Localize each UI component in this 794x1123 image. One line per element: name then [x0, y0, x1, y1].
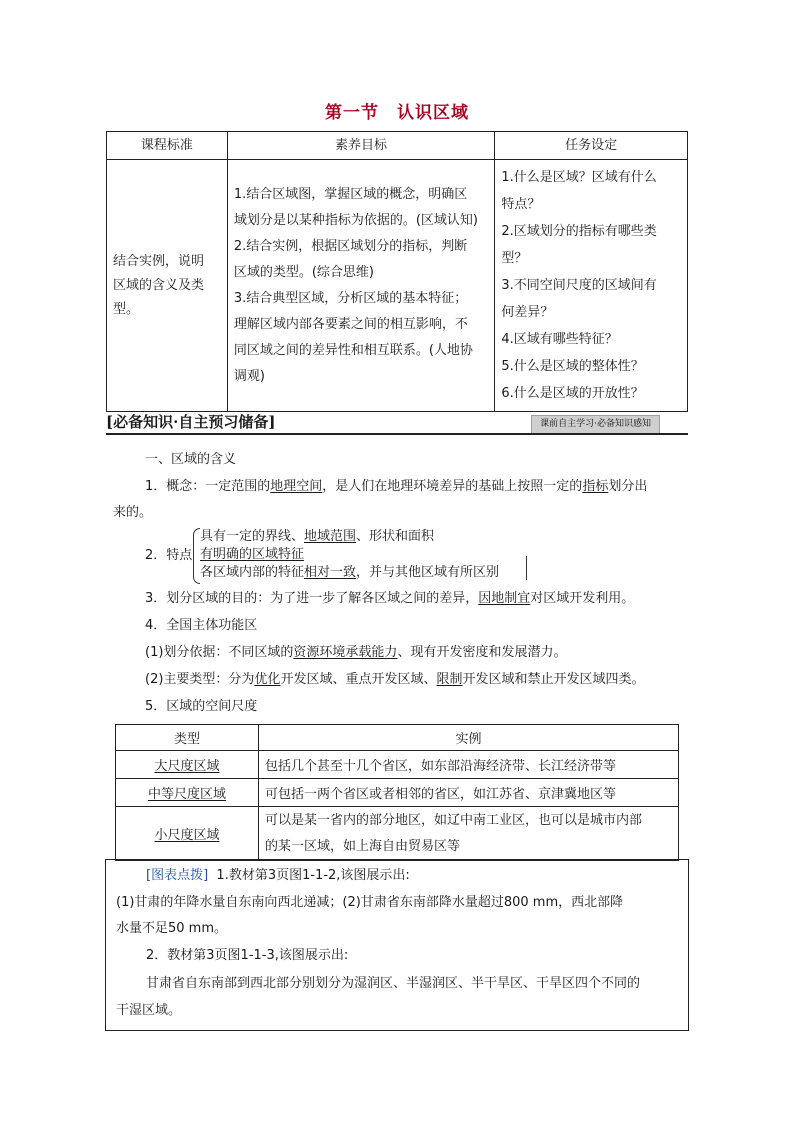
section-banner [106, 411, 688, 435]
scale-example-large: 包括几个甚至十几个省区，如东部沿海经济带、长江经济带等 [259, 751, 679, 779]
scale-heading: 5．区域的空间尺度 [145, 699, 258, 714]
standards-table [106, 131, 688, 412]
purpose-paragraph: 3．划分区域的目的：为了进一步了解各区域之间的差异，因地制宜对区域开发利用。 [145, 591, 635, 606]
scale-example-medium: 可包括一两个省区或者相邻的省区，如江苏省、京津冀地区等 [259, 779, 679, 807]
banner-title: [必备知识·自主预习储备] [106, 413, 276, 431]
section-title: 第一节 认识区域 [325, 103, 469, 123]
banner-tag: 课前自主学习·必备知识感知 [531, 415, 660, 434]
concept-paragraph: 1．概念：一定范围的地理空间，是人们在地理环境差异的基础上按照一定的指标划分出 [145, 479, 648, 494]
scale-type-large: 大尺度区域 [154, 759, 220, 774]
functional-zones-heading: 4．全国主体功能区 [145, 618, 258, 633]
table-row [116, 779, 679, 807]
feature-boundary: 具有一定的界线、地域范围、形状和面积 [200, 529, 435, 544]
chart-tips-line-3: 水量不足50 mm。 [116, 921, 228, 936]
table-row [116, 751, 679, 779]
banner-divider [106, 433, 688, 435]
table-row [116, 807, 679, 861]
heading-region-meaning: 一、区域的含义 [145, 452, 237, 467]
header-tasks: 任务设定 [495, 132, 688, 160]
scale-header-example: 实例 [259, 725, 679, 751]
standard-cell: 结合实例，说明 区域的含义及类 型。 [107, 160, 228, 412]
header-goals: 素养目标 [227, 132, 495, 160]
brace-right [521, 556, 527, 580]
chart-tips-line-5: 甘肃省自东南部到西北部分别划分为湿润区、半湿润区、半干旱区、干旱区四个不同的 [146, 976, 641, 991]
main-types: (2)主要类型：分为优化开发区域、重点开发区域、限制开发区域和禁止开发区域四类。 [145, 672, 645, 687]
chart-tips-box [105, 859, 689, 1031]
feature-consistency: 各区域内部的特征相对一致，并与其他区域有所区别 [200, 565, 500, 580]
chart-tips-line-1: [图表点拨] 1.教材第3页图1-1-2,该图展示出: [146, 868, 410, 883]
goals-cell: 1.结合区域图，掌握区域的概念，明确区 域划分是以某种指标为依据的。(区域认知) 2.结合实例，根据区域划分的指标，判断 区域的类型。(综合思维) 3.结合典型区域，分析区域的基本特征； 理解区域内部各要素之间的相互影响，不 同区域之间的差异性和相互联系。(人地协 调观) [227, 160, 495, 412]
chart-tips-line-4: 2．教材第3页图1-1-3,该图展示出: [146, 948, 349, 963]
division-basis: (1)划分依据：不同区域的资源环境承载能力、现有开发密度和发展潜力。 [145, 645, 567, 660]
scale-header-type: 类型 [116, 725, 259, 751]
concept-paragraph-cont: 来的。 [113, 505, 153, 520]
scale-type-medium: 中等尺度区域 [147, 787, 226, 802]
feature-characteristic: 有明确的区域特征 [200, 547, 305, 562]
chart-tips-line-2: (1)甘肃的年降水量自东南向西北递减；(2)甘肃省东南部降水量超过800 mm，西北部降 [116, 895, 624, 910]
brace-left [193, 528, 200, 584]
chart-tips-tag: [图表点拨] [146, 868, 209, 883]
scale-type-small: 小尺度区域 [154, 828, 220, 843]
scale-table [115, 724, 679, 861]
chart-tips-line-6: 干湿区域。 [116, 1003, 182, 1018]
scale-example-small: 可以是某一省内的部分地区，如辽中南工业区，也可以是城市内部 的某一区域，如上海自由贸易区等 [259, 807, 679, 861]
header-standard: 课程标准 [107, 132, 228, 160]
tasks-cell: 1.什么是区域？区域有什么 特点？ 2.区域划分的指标有哪些类 型？ 3.不同空间尺度的区域间有 何差异？ 4.区域有哪些特征？ 5.什么是区域的整体性？ 6.什么是区域的开放性？ [495, 160, 688, 412]
features-label: 2．特点 [145, 548, 193, 563]
